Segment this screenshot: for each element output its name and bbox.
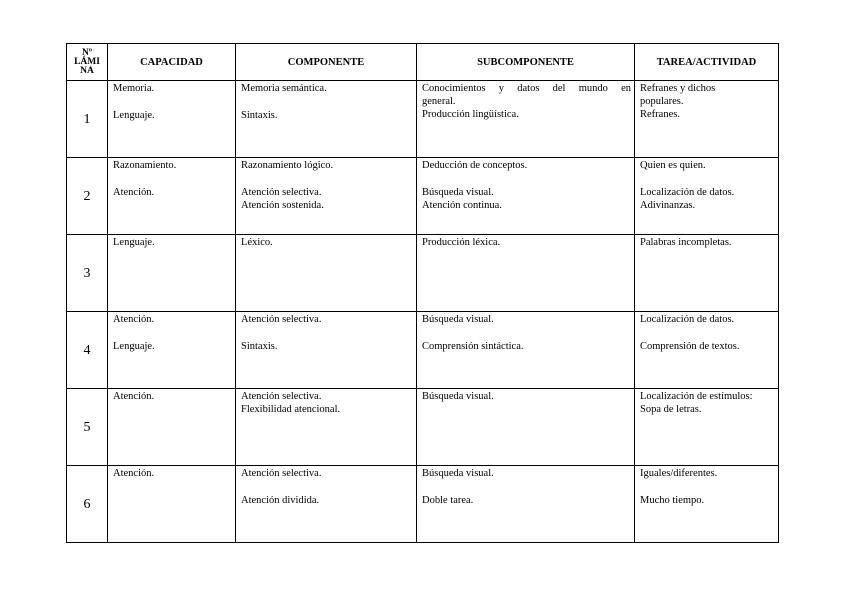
cell-line: Atención sostenida. bbox=[241, 200, 324, 211]
cell-line: Atención dividida. bbox=[241, 495, 320, 506]
cell-line: Atención selectiva. bbox=[241, 468, 322, 479]
cell-line: Búsqueda visual. bbox=[422, 187, 494, 198]
capacidad-cell bbox=[108, 466, 236, 543]
cell-line: Refranes. bbox=[640, 109, 680, 120]
subcomponente-cell bbox=[417, 466, 635, 543]
cell-line: Producción lingüística. bbox=[422, 109, 519, 120]
cell-line: Atención selectiva. bbox=[241, 187, 322, 198]
header-num-line: LÁMI bbox=[74, 56, 100, 67]
activities-table bbox=[66, 43, 779, 543]
cell-line: Lenguaje. bbox=[113, 110, 155, 121]
componente-cell bbox=[236, 81, 417, 158]
cell-line: Atención selectiva. bbox=[241, 391, 322, 402]
table-row bbox=[67, 312, 779, 389]
table-row bbox=[67, 466, 779, 543]
cell-line: Sopa de letras. bbox=[640, 404, 702, 415]
componente-cell bbox=[236, 389, 417, 466]
cell-line: Palabras incompletas. bbox=[640, 237, 732, 248]
cell-line: Deducción de conceptos. bbox=[422, 160, 528, 171]
cell-line: Flexibilidad atencional. bbox=[241, 404, 341, 415]
row-number: 5 bbox=[67, 389, 108, 466]
cell-line: Búsqueda visual. bbox=[422, 314, 494, 325]
header-num-line: NA bbox=[80, 65, 94, 76]
cell-line: Búsqueda visual. bbox=[422, 468, 494, 479]
header-num-line: Nº bbox=[82, 47, 92, 58]
header-componente: COMPONENTE bbox=[236, 44, 417, 81]
cell-line: Lenguaje. bbox=[113, 341, 155, 352]
subcomponente-cell bbox=[417, 81, 635, 158]
subcomponente-cell bbox=[417, 235, 635, 312]
cell-line: Adivinanzas. bbox=[640, 200, 696, 211]
cell-line: Memoria semántica. bbox=[241, 83, 327, 94]
table-row bbox=[67, 389, 779, 466]
capacidad-cell bbox=[108, 312, 236, 389]
row-number: 1 bbox=[67, 81, 108, 158]
subcomponente-cell bbox=[417, 158, 635, 235]
cell-line: Producción léxica. bbox=[422, 237, 501, 248]
cell-line: Atención selectiva. bbox=[241, 314, 322, 325]
cell-line: Razonamiento. bbox=[113, 160, 177, 171]
tarea-cell bbox=[635, 312, 779, 389]
componente-cell bbox=[236, 235, 417, 312]
cell-line: Sintaxis. bbox=[241, 110, 278, 121]
cell-line: Atención. bbox=[113, 391, 155, 402]
capacidad-cell bbox=[108, 235, 236, 312]
row-number: 3 bbox=[67, 235, 108, 312]
cell-line: Localización de datos. bbox=[640, 187, 735, 198]
cell-line: general. bbox=[422, 96, 456, 107]
subcomponente-cell bbox=[417, 312, 635, 389]
cell-line: Memoria. bbox=[113, 83, 155, 94]
header-num bbox=[67, 44, 108, 81]
capacidad-cell bbox=[108, 81, 236, 158]
table-row bbox=[67, 81, 779, 158]
header-row bbox=[67, 44, 779, 81]
header-capacidad: CAPACIDAD bbox=[108, 44, 236, 81]
tarea-cell bbox=[635, 158, 779, 235]
cell-line: Lenguaje. bbox=[113, 237, 155, 248]
cell-line: Léxico. bbox=[241, 237, 273, 248]
cell-line: populares. bbox=[640, 96, 684, 107]
cell-line: Iguales/diferentes. bbox=[640, 468, 718, 479]
cell-line: Doble tarea. bbox=[422, 495, 474, 506]
componente-cell bbox=[236, 312, 417, 389]
tarea-cell bbox=[635, 235, 779, 312]
cell-line: Refranes y dichos bbox=[640, 83, 716, 94]
cell-line: Quien es quien. bbox=[640, 160, 706, 171]
row-number: 4 bbox=[67, 312, 108, 389]
row-number: 2 bbox=[67, 158, 108, 235]
cell-line: Razonamiento lógico. bbox=[241, 160, 334, 171]
capacidad-cell bbox=[108, 158, 236, 235]
tarea-cell bbox=[635, 81, 779, 158]
cell-line: Búsqueda visual. bbox=[422, 391, 494, 402]
header-subcomponente: SUBCOMPONENTE bbox=[417, 44, 635, 81]
cell-line: Atención. bbox=[113, 468, 155, 479]
componente-cell bbox=[236, 158, 417, 235]
table-row bbox=[67, 235, 779, 312]
cell-line: Mucho tiempo. bbox=[640, 495, 705, 506]
cell-line: Atención continua. bbox=[422, 200, 502, 211]
cell-line: Atención. bbox=[113, 314, 155, 325]
cell-line: Localización de estímulos: bbox=[640, 391, 753, 402]
row-number: 6 bbox=[67, 466, 108, 543]
header-tarea: TAREA/ACTIVIDAD bbox=[635, 44, 779, 81]
capacidad-cell bbox=[108, 389, 236, 466]
cell-line: Localización de datos. bbox=[640, 314, 735, 325]
tarea-cell bbox=[635, 389, 779, 466]
subcomponente-cell bbox=[417, 389, 635, 466]
table-row bbox=[67, 158, 779, 235]
tarea-cell bbox=[635, 466, 779, 543]
cell-line: Sintaxis. bbox=[241, 341, 278, 352]
cell-line: Conocimientos y datos del mundo en bbox=[422, 83, 631, 94]
componente-cell bbox=[236, 466, 417, 543]
cell-line: Comprensión sintáctica. bbox=[422, 341, 524, 352]
cell-line: Atención. bbox=[113, 187, 155, 198]
cell-line: Comprensión de textos. bbox=[640, 341, 740, 352]
